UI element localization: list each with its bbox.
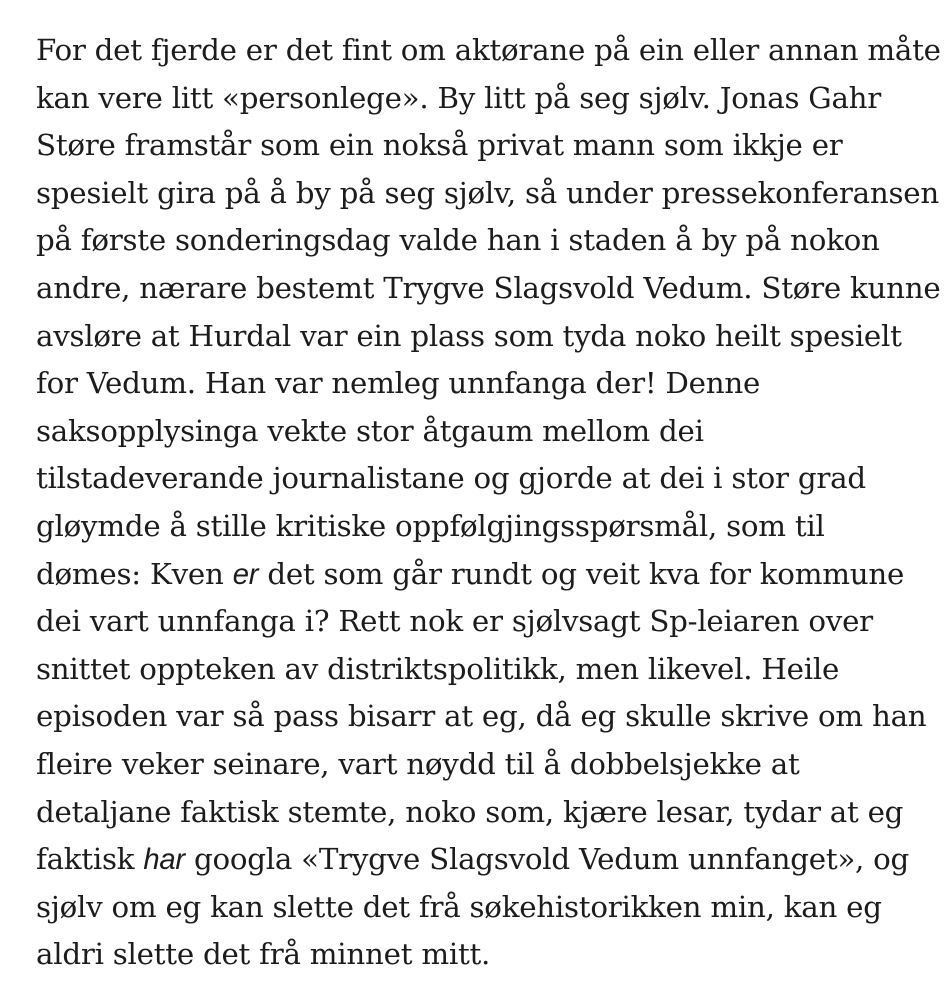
paragraph-line: aldri slette det frå minnet mitt.: [36, 937, 491, 972]
paragraph-line: Støre framstår som ein nokså privat mann som ikkje er: [36, 128, 843, 163]
emphasized-word: har: [143, 843, 185, 877]
paragraph-line: snittet oppteken av distriktspolitikk, men likevel. Heile: [36, 651, 840, 686]
emphasized-word: er: [232, 557, 259, 591]
line-text: faktisk: [36, 842, 144, 877]
paragraph-line: avsløre at Hurdal var ein plass som tyda noko heilt spesielt: [36, 318, 902, 353]
line-text: det som går rundt og veit kva for kommune: [258, 556, 905, 591]
paragraph-line: på første sonderingsdag valde han i staden å by på nokon: [36, 223, 880, 258]
paragraph-line: kan vere litt «personlege». By litt på seg sjølv. Jonas Gahr: [36, 80, 882, 115]
paragraph-line: episoden var så pass bisarr at eg, då eg skulle skrive om han: [36, 699, 927, 734]
paragraph-line: detaljane faktisk stemte, noko som, kjære lesar, tydar at eg: [36, 794, 904, 829]
paragraph-line: [36, 551, 916, 599]
paragraph-line: for Vedum. Han var nemleg unnfanga der! Denne: [36, 366, 761, 401]
paragraph-line: andre, nærare bestemt Trygve Slagsvold Vedum. Støre kunne: [36, 270, 941, 305]
paragraph-line: gløymde å stille kritiske oppfølgjingsspørsmål, som til: [36, 508, 825, 543]
paragraph-line: dei vart unnfanga i? Rett nok er sjølvsagt Sp-leiaren over: [36, 604, 873, 639]
line-text: googla «Trygve Slagsvold Vedum unnfanget», og: [184, 842, 910, 877]
paragraph-line: sjølv om eg kan slette det frå søkehistorikken min, kan eg: [36, 889, 882, 924]
paragraph-line: fleire veker seinare, vart nøydd til å dobbelsjekke at: [36, 746, 800, 781]
paragraph-line: [36, 836, 916, 884]
paragraph-line: tilstadeverande journalistane og gjorde at dei i stor grad: [36, 461, 866, 496]
article-paragraph: [36, 27, 941, 979]
paragraph-line: For det fjerde er det fint om aktørane på ein eller annan måte: [36, 33, 941, 67]
line-text: dømes: Kven: [36, 556, 233, 591]
paragraph-line: spesielt gira på å by på seg sjølv, så under pressekonferansen: [36, 175, 939, 210]
paragraph-line: saksopplysinga vekte stor åtgaum mellom dei: [36, 413, 704, 448]
